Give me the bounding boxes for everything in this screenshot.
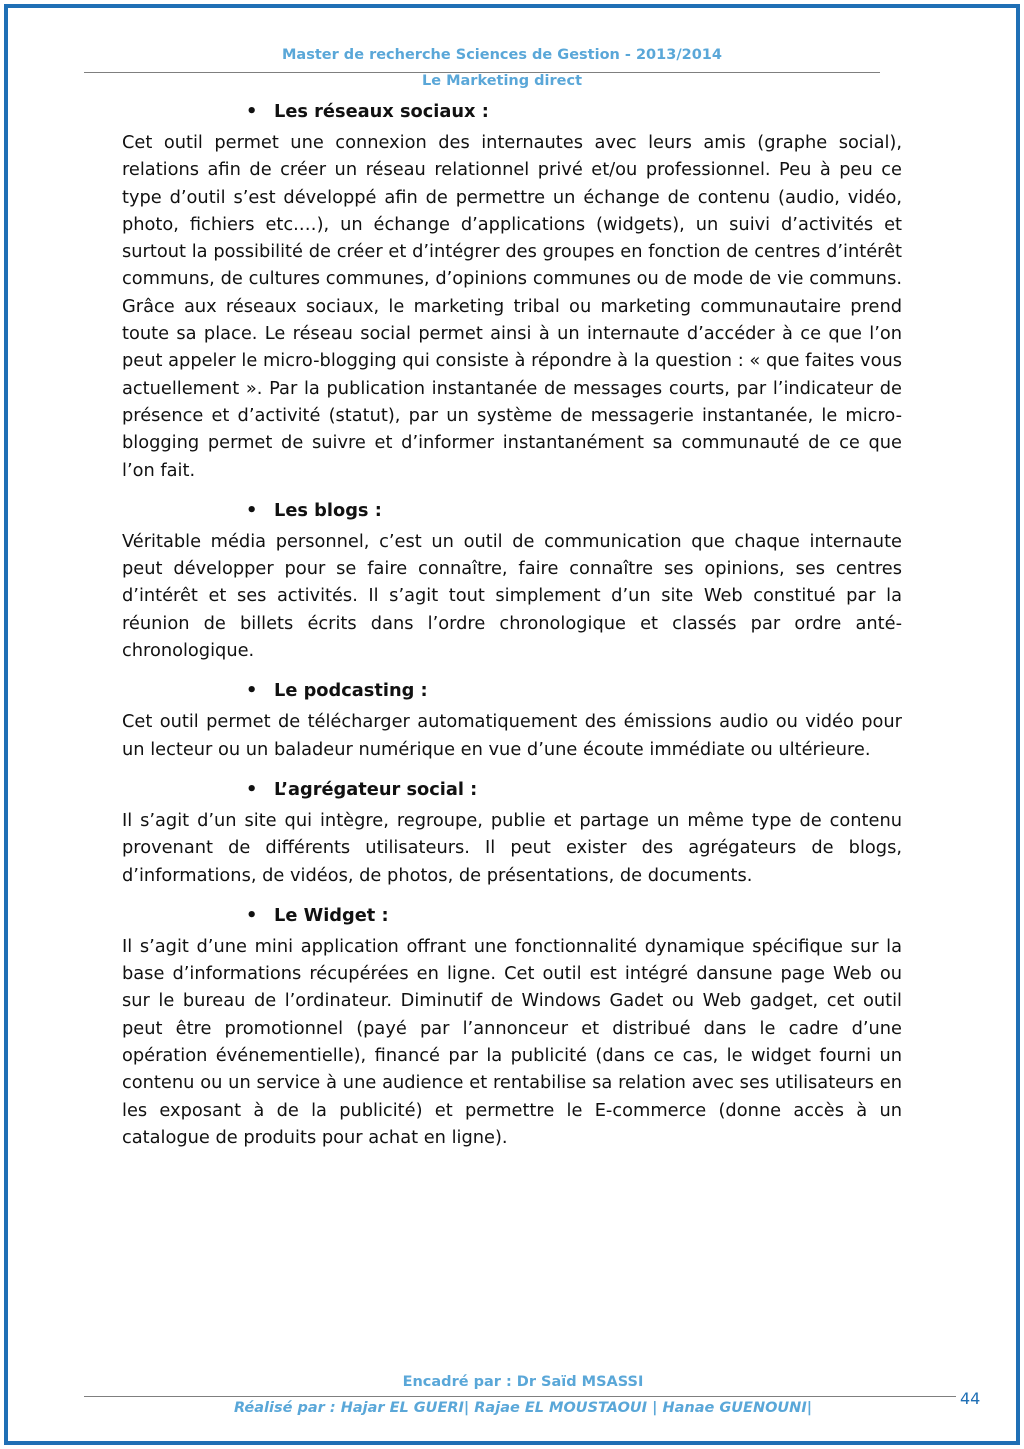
footer-authors-label: Réalisé par : [233, 1400, 341, 1416]
section-heading-text: Le Widget : [274, 904, 389, 926]
footer-authors: Hajar EL GUERI| Rajae EL MOUSTAOUI | Hanae GUENOUNI| [340, 1400, 813, 1416]
header-title: Master de recherche Sciences de Gestion - 2013/2014 [282, 47, 722, 63]
section-heading [122, 773, 902, 807]
section-heading [122, 95, 902, 129]
section-heading-text: L’agrégateur social : [274, 778, 478, 800]
section-heading-text: Les blogs : [274, 499, 382, 521]
footer-supervisor: Encadré par : Dr Saïd MSASSI [402, 1374, 644, 1390]
section-paragraph: Cet outil permet une connexion des internautes avec leurs amis (graphe social), relations afin de créer un réseau relationnel privé et/ou professionnel. Peu à peu ce type d’outil s’est développé afin de permettre un échange de contenu (audio, vidéo, photo, fichiers etc.…), un échange d’applications (widgets), un suivi d’activités et surtout la possibilité de créer et d’intégrer des groupes en fonction de centres d’intérêt communs, de cultures communes, d’opinions communes ou de mode de vie communs. Grâce aux réseaux sociaux, le marketing tribal ou marketing communautaire prend toute sa place. Le réseau social permet ainsi à un internaute d’accéder à ce que l’on peut appeler le micro-blogging qui consiste à répondre à la question : « que faites vous actuellement ». Par la publication instantanée de messages courts, par l’indicateur de présence et d’activité (statut), par un système de messagerie instantanée, le micro-blogging permet de suivre et d’informer instantanément sa communauté de ce que l’on fait. [122, 132, 902, 481]
section-heading [122, 899, 902, 933]
section-heading-text: Les réseaux sociaux : [274, 101, 489, 122]
section-heading [122, 494, 902, 528]
page-number: 44 [960, 1389, 981, 1408]
bullet-icon: • [246, 680, 258, 702]
bullet-icon: • [246, 904, 258, 926]
footer-divider [84, 1396, 956, 1397]
section-heading-text: Le podcasting : [274, 680, 428, 702]
bullet-icon: • [246, 778, 258, 800]
section-paragraph: Cet outil permet de télécharger automatiquement des émissions audio ou vidéo pour un lecteur ou un baladeur numérique en vue d’une écoute immédiate ou ultérieure. [122, 711, 902, 760]
section-paragraph: Il s’agit d’un site qui intègre, regroupe, publie et partage un même type de contenu provenant de différents utilisateurs. Il peut exister des agrégateurs de blogs, d’informations, de vidéos, de photos, de présentations, de documents. [122, 809, 902, 886]
section-paragraph: Il s’agit d’une mini application offrant une fonctionnalité dynamique spécifique sur la base d’informations récupérées en ligne. Cet outil est intégré dansune page Web ou sur le bureau de l’ordinateur. Diminutif de Windows Gadet ou Web gadget, cet outil peut être promotionnel (payé par l’annonceur et distribué dans le cadre d’une opération événementielle), financé par la publicité (dans ce cas, le widget fourni un contenu ou un service à une audience et rentabilise sa relation avec ses utilisateurs en les exposant à de la publicité) et permettre le E-commerce (donne accès à un catalogue de produits pour achat en ligne). [122, 935, 902, 1148]
bullet-icon: • [246, 499, 258, 521]
section-paragraph: Véritable média personnel, c’est un outil de communication que chaque internaute peut développer pour se faire connaître, faire connaître ses opinions, ses centres d’intérêt et ses activités. Il s’agit tout simplement d’un site Web constitué par la réunion de billets écrits dans l’ordre chronologique et classés par ordre anté-chronologique. [122, 530, 902, 662]
bullet-icon: • [246, 101, 258, 122]
section-heading [122, 674, 902, 708]
header-subtitle: Le Marketing direct [421, 73, 583, 89]
document-body [122, 95, 902, 1161]
footer-authors-line [0, 1400, 1024, 1416]
